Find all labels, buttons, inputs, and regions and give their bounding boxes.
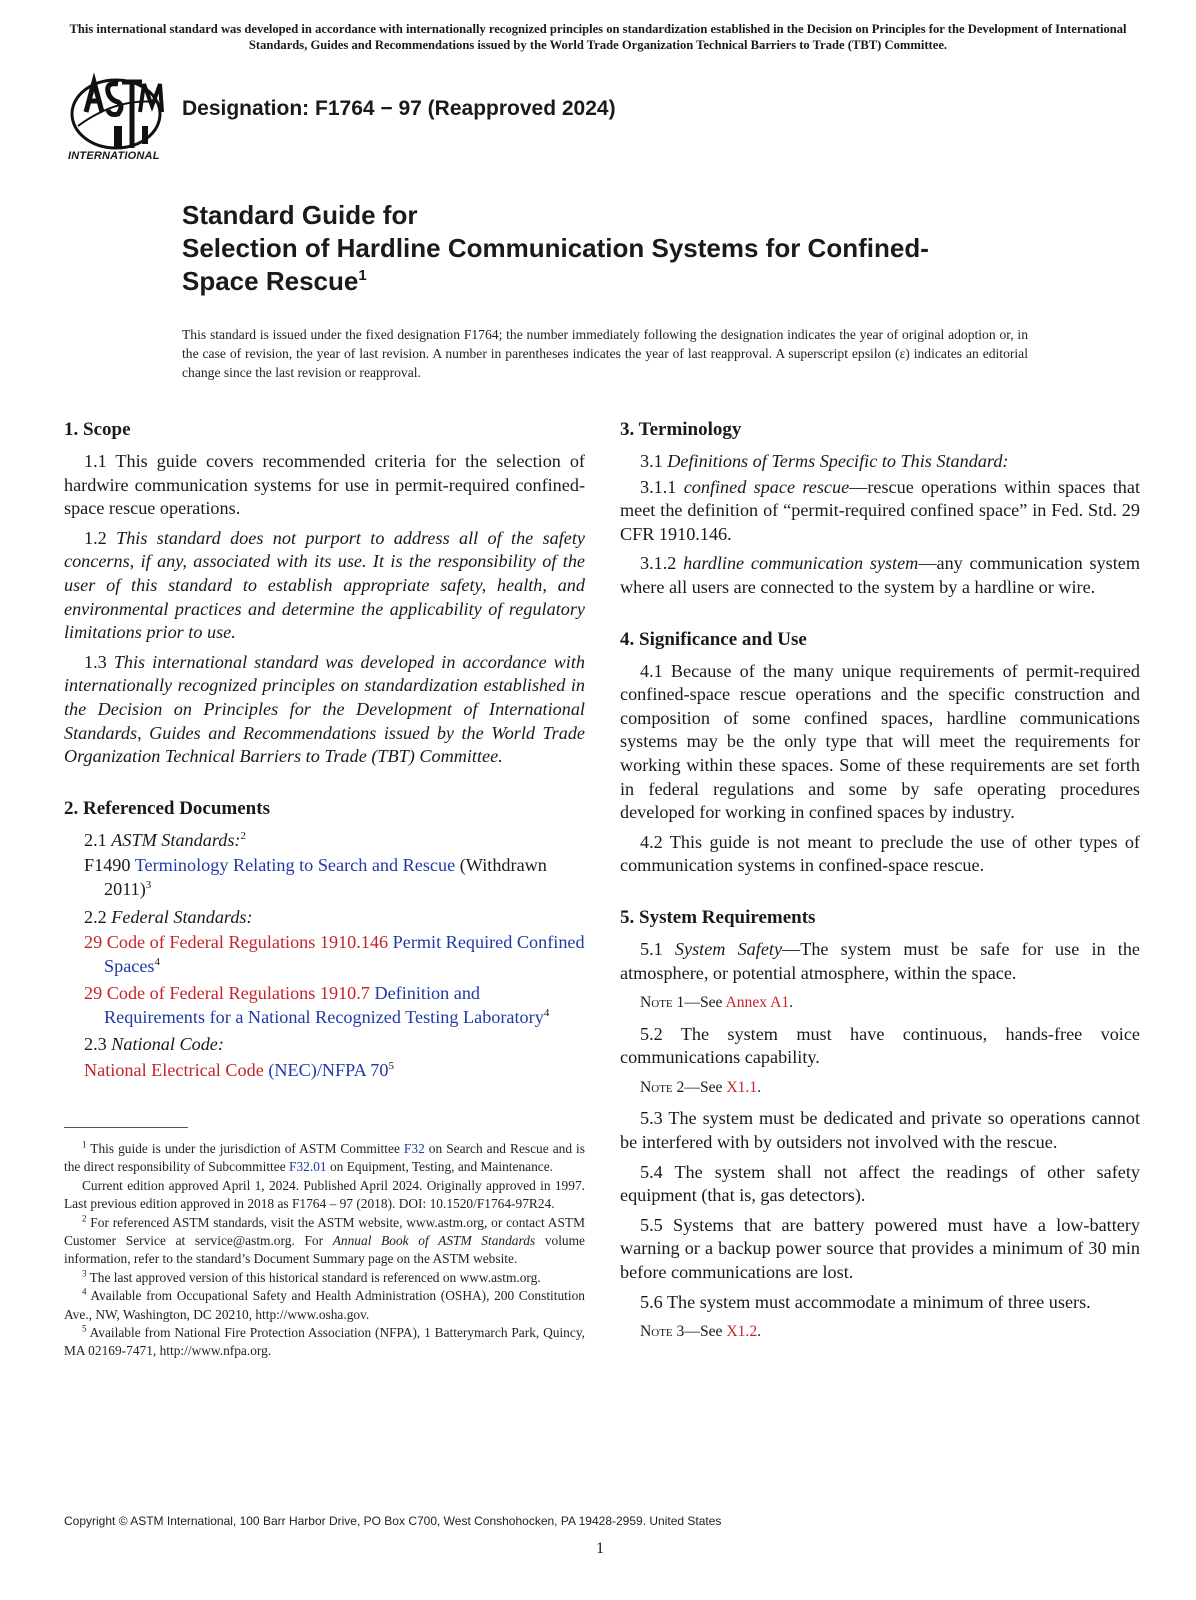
ref-f1490: F1490 Terminology Relating to Search and Rescue (Withdrawn 2011)$^3$ (84, 855, 547, 899)
title-footnote-ref[interactable]: 1 (358, 267, 367, 284)
para-2-2: 2.2 Federal Standards: (84, 906, 253, 927)
link-f32-01[interactable]: F32.01 (289, 1159, 327, 1175)
note-3: Note 3—See X1.2. (640, 1323, 762, 1341)
para-3-1: 3.1 Definitions of Terms Specific to This Standard: (640, 451, 1009, 471)
designation: Designation: F1764 − 97 (Reapproved 2024) (182, 97, 616, 120)
para-2-1: 2.1 ASTM Standards:$^2$ (84, 829, 246, 850)
copyright: Copyright © ASTM International, 100 Barr Harbor Drive, PO Box C700, West Conshohocken, PA 19428-2959. United States (64, 1514, 722, 1528)
section-heading-terminology: 3. Terminology (620, 419, 742, 440)
right-column (620, 418, 1140, 1352)
ref-nec: National Electrical Code (NEC)/NFPA $70^5$ (84, 1060, 394, 1081)
section-heading-significance: 4. Significance and Use (620, 628, 807, 650)
para-2-3: 2.3 National Code: (84, 1034, 224, 1055)
ref-cfr-1910-7: 29 Code of Federal Regulations 1910.7 Definition and Requirements for a National Recognized Testing Laboratory$^4$ (84, 983, 550, 1027)
para-5-2: 5.2 The system must have continuous, hands-free voice communications capability. (620, 1023, 1140, 1068)
footnotes (64, 1140, 585, 1361)
title-line-3: Space Rescue (182, 266, 359, 296)
link-cfr-1910-146[interactable]: 29 Code of Federal Regulations 1910.146 (84, 932, 389, 953)
para-5-6: 5.6 The system must accommodate a minimum of three users. (640, 1291, 1091, 1312)
wto-notice: This international standard was developed in accordance with internationally recognized principles on standardization established in the Decision on Principles for the Development of International Standards, Guides and Recommendations issued by the World Trade Organization Technical Barriers to Trade (TBT) Committee. (69, 22, 1127, 52)
footnote-4: $^4$ Available from Occupational Safety and Health Administration (OSHA), 200 Constitution Ave., NW, Washington, DC 20210, http://www.osha.gov. (64, 1286, 586, 1322)
para-4-2: 4.2 This guide is not meant to preclude the use of other types of communication systems in confined-space rescue. (620, 831, 1140, 876)
footnote-2: $^2$ For referenced ASTM standards, visit the ASTM website, www.astm.org, or contact ASTM Customer Service at service@astm.org. For Annual Book of ASTM Standards volume information, refer to the standard’s Document Summary page on the ASTM website. (64, 1213, 585, 1267)
section-heading-referenced: 2. Referenced Documents (64, 797, 270, 819)
link-x1-2[interactable]: X1.2 (726, 1323, 758, 1341)
para-5-3: 5.3 The system must be dedicated and private so operations cannot be interfered with by outsiders not involved with the rescue. (620, 1108, 1140, 1153)
para-4-1: 4.1 Because of the many unique requirements of permit-required confined-space rescue operations and the specific construction and composition of some confined spaces, hardline communications systems may be the only type that will meet the requirements for working within these spaces. Some of these requirements are set forth in federal regulations and some by safe operating procedures developed for working in confined spaces by industry. (620, 660, 1140, 823)
link-cfr-1910-146-title[interactable]: Permit Required Confined Spaces (104, 932, 585, 976)
link-nec[interactable]: National Electrical Code (84, 1060, 264, 1081)
para-3-1-1: 3.1.1 confined space rescue—rescue operations within spaces that meet the definition of “permit-required confined space” in Fed. Std. 29 CFR 1910.146. (620, 476, 1140, 544)
footnote-1: $^1$ This guide is under the jurisdiction of ASTM Committee F32 on Search and Rescue and is the direct responsibility of Subcommittee F32.01 on Equipment, Testing, and Maintenance. (64, 1139, 585, 1175)
edition-note: Current edition approved April 1, 2024. Published April 2024. Originally approved in 1997. Last previous edition approved in 2018 as F1764 – 97 (2018). DOI: 10.1520/F1764-97R24. (64, 1177, 585, 1212)
link-cfr-1910-7[interactable]: 29 Code of Federal Regulations 1910.7 (84, 983, 370, 1004)
para-1-1: 1.1 This guide covers recommended criteria for the selection of hardwire communication systems for use in permit-required confined-space rescue operations. (64, 451, 585, 519)
section-heading-scope: 1. Scope (64, 419, 131, 440)
para-1-2: 1.2 This standard does not purport to address all of the safety concerns, if any, associated with its use. It is the responsibility of the user of this standard to establish appropriate safety, health, and environmental practices and determine the applicability of regulatory limitations prior to use. (64, 527, 585, 643)
left-column (64, 418, 585, 1087)
para-3-1-2: 3.1.2 hardline communication system—any communication system where all users are connected to the system by a hardline or wire. (620, 553, 1141, 597)
section-heading-requirements: 5. System Requirements (620, 906, 816, 928)
footnote-3: $^3$ The last approved version of this historical standard is referenced on www.astm.org. (82, 1268, 541, 1285)
link-annex-a1[interactable]: Annex A1 (725, 994, 790, 1012)
title-line-1: Standard Guide for (182, 200, 418, 230)
note-2: Note 2—See X1.1. (640, 1078, 762, 1096)
title-line-2: Selection of Hardline Communication Systems for Confined- (182, 233, 929, 263)
para-5-1: 5.1 System Safety—The system must be safe for use in the atmosphere, or potential atmosphere, within the space. (620, 938, 1141, 983)
link-f32[interactable]: F32 (403, 1141, 425, 1156)
link-x1-1[interactable]: X1.1 (726, 1078, 758, 1096)
footnote-5: $^5$ Available from National Fire Protection Association (NFPA), 1 Batterymarch Park, Quincy, MA 02169-7471, http://www.nfpa.org. (64, 1323, 585, 1359)
issued-statement: This standard is issued under the fixed designation F1764; the number immediately following the designation indicates the year of original adoption or, in the case of revision, the year of last revision. A number in parentheses indicates the year of last reapproval. A superscript epsilon (ε) indicates an editorial change since the last revision or reapproval. (182, 327, 1028, 380)
para-5-5: 5.5 Systems that are battery powered must have a low-battery warning or a backup power source that provides a minimum of 30 min before communications are lost. (620, 1214, 1140, 1283)
ref-cfr-1910-146: 29 Code of Federal Regulations 1910.146 Permit Required Confined Spaces$^4$ (84, 932, 585, 976)
link-nfpa-70[interactable]: (NEC)/NFPA 70 (268, 1060, 389, 1081)
para-1-3: 1.3 This international standard was developed in accordance with internationally recognized principles on standardization established in the Decision on Principles for the Development of International Standards, Guides and Recommendations issued by the World Trade Organization Technical Barriers to Trade (TBT) Committee. (64, 651, 586, 767)
footnote-divider (64, 1127, 188, 1128)
note-1: Note 1—See Annex A1. (640, 994, 794, 1012)
link-cfr-1910-7-title[interactable]: Definition and Requirements for a National Recognized Testing Laboratory (104, 983, 544, 1027)
page-number: 1 (596, 1540, 604, 1557)
document-title (182, 199, 1082, 298)
link-f1490[interactable]: Terminology Relating to Search and Rescue (134, 855, 456, 876)
logo-international-text: INTERNATIONAL (68, 150, 160, 162)
para-5-4: 5.4 The system shall not affect the readings of other safety equipment (that is, gas detectors). (620, 1161, 1140, 1206)
